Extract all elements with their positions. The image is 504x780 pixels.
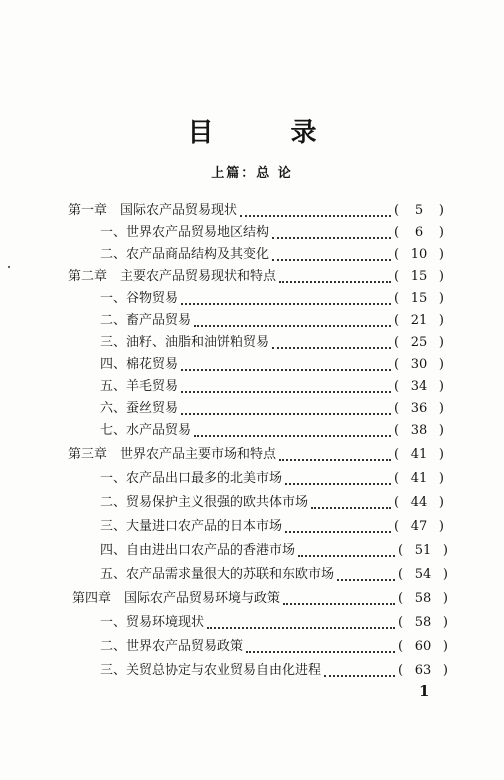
- dot-leader: [246, 650, 395, 653]
- dot-leader: [285, 530, 391, 533]
- section-heading: 上篇：总 论: [211, 166, 293, 181]
- dot-leader: [181, 412, 391, 415]
- dot-leader: [337, 578, 395, 581]
- toc-page: 38: [410, 423, 428, 438]
- dot-leader: [181, 302, 391, 305]
- toc-item: 三、大量进口农产品的日本市场 ( 47 ): [100, 516, 444, 538]
- toc-label: 三、关贸总协定与农业贸易自由化进程: [100, 663, 322, 678]
- toc-label: 二、贸易保护主义很强的欧共体市场: [100, 495, 309, 510]
- toc-chapter-2: 第二章 主要农产品贸易现状和特点 ( 15 ): [68, 266, 444, 288]
- toc-item: 二、世界农产品贸易政策 ( 60 ): [100, 636, 448, 658]
- dot-leader: [194, 434, 391, 437]
- dot-leader: [324, 674, 395, 677]
- page-title: 目 录: [187, 118, 351, 148]
- toc-label: 一、农产品出口最多的北美市场: [100, 471, 283, 486]
- toc-item: 三、关贸总协定与农业贸易自由化进程 ( 63 ): [100, 660, 448, 682]
- toc-label: 二、农产品商品结构及其变化: [100, 247, 270, 262]
- toc-page: 15: [410, 269, 428, 284]
- toc-page: 58: [414, 615, 432, 630]
- toc-page: 5: [414, 203, 424, 218]
- toc-page: 41: [410, 471, 428, 486]
- toc-item: 五、农产品需求量很大的苏联和东欧市场 ( 54 ): [100, 564, 448, 586]
- toc-item: 一、世界农产品贸易地区结构 ( 6 ): [100, 222, 444, 244]
- toc-page: 30: [410, 357, 428, 372]
- dot-leader: [272, 258, 391, 261]
- toc-page: 63: [414, 663, 432, 678]
- dot-leader: [285, 482, 391, 485]
- toc-page: 25: [410, 335, 428, 350]
- toc-item: 二、农产品商品结构及其变化 ( 10 ): [100, 244, 444, 266]
- page-number: 1: [419, 682, 430, 700]
- dot-leader: [194, 324, 391, 327]
- toc-page: 44: [410, 495, 428, 510]
- toc-item: 二、贸易保护主义很强的欧共体市场 ( 44 ): [100, 492, 444, 514]
- toc-label: 三、油籽、油脂和油饼粕贸易: [100, 335, 270, 350]
- toc-page: 36: [410, 401, 428, 416]
- dot-leader: [283, 602, 395, 605]
- toc-page: 34: [410, 379, 428, 394]
- toc-item: 五、羊毛贸易 ( 34 ): [100, 376, 444, 398]
- dot-leader: [311, 506, 391, 509]
- dot-leader: [279, 458, 391, 461]
- toc-item: 一、农产品出口最多的北美市场 ( 41 ): [100, 468, 444, 490]
- toc-label: 第三章 世界农产品主要市场和特点: [68, 447, 277, 462]
- toc-label: 一、谷物贸易: [100, 291, 179, 306]
- toc-item: 四、自由进出口农产品的香港市场 ( 51 ): [100, 540, 448, 562]
- toc-label: 一、贸易环境现状: [100, 615, 205, 630]
- toc-item: 一、贸易环境现状 ( 58 ): [100, 612, 448, 634]
- toc-label: 五、农产品需求量很大的苏联和东欧市场: [100, 567, 335, 582]
- toc-item: 七、水产品贸易 ( 38 ): [100, 420, 444, 442]
- toc-label: 二、世界农产品贸易政策: [100, 639, 244, 654]
- toc-label: 六、蚕丝贸易: [100, 401, 179, 416]
- toc-item: 一、谷物贸易 ( 15 ): [100, 288, 444, 310]
- toc-item: 二、畜产品贸易 ( 21 ): [100, 310, 444, 332]
- toc-label: 三、大量进口农产品的日本市场: [100, 519, 283, 534]
- dot-leader: [272, 236, 391, 239]
- toc-page: 58: [414, 591, 432, 606]
- scan-speck: [8, 266, 10, 268]
- dot-leader: [272, 346, 391, 349]
- toc-item: 六、蚕丝贸易 ( 36 ): [100, 398, 444, 420]
- toc-chapter-1: 第一章 国际农产品贸易现状 ( 5 ): [68, 200, 444, 222]
- toc-label: 一、世界农产品贸易地区结构: [100, 225, 270, 240]
- toc-label: 第一章 国际农产品贸易现状: [68, 203, 238, 218]
- toc-page: 60: [414, 639, 432, 654]
- toc-label: 二、畜产品贸易: [100, 313, 192, 328]
- toc-label: 七、水产品贸易: [100, 423, 192, 438]
- toc-page: 41: [410, 447, 428, 462]
- toc-chapter-4: 第四章 国际农产品贸易环境与政策 ( 58 ): [72, 588, 448, 610]
- toc-label: 五、羊毛贸易: [100, 379, 179, 394]
- toc-label: 第四章 国际农产品贸易环境与政策: [72, 591, 281, 606]
- toc-item: 三、油籽、油脂和油饼粕贸易 ( 25 ): [100, 332, 444, 354]
- dot-leader: [181, 390, 391, 393]
- toc-label: 第二章 主要农产品贸易现状和特点: [68, 269, 277, 284]
- toc-page: 51: [414, 543, 432, 558]
- toc-page: 15: [410, 291, 428, 306]
- toc-page: 54: [414, 567, 432, 582]
- dot-leader: [298, 554, 395, 557]
- toc-page: 6: [414, 225, 424, 240]
- toc-item: 四、棉花贸易 ( 30 ): [100, 354, 444, 376]
- dot-leader: [181, 368, 391, 371]
- dot-leader: [279, 280, 391, 283]
- toc-label: 四、棉花贸易: [100, 357, 179, 372]
- toc-page: 10: [410, 247, 428, 262]
- dot-leader: [207, 626, 395, 629]
- toc-label: 四、自由进出口农产品的香港市场: [100, 543, 296, 558]
- toc-page: 47: [410, 519, 428, 534]
- toc-page: 21: [410, 313, 428, 328]
- toc-chapter-3: 第三章 世界农产品主要市场和特点 ( 41 ): [68, 444, 444, 466]
- dot-leader: [240, 214, 391, 217]
